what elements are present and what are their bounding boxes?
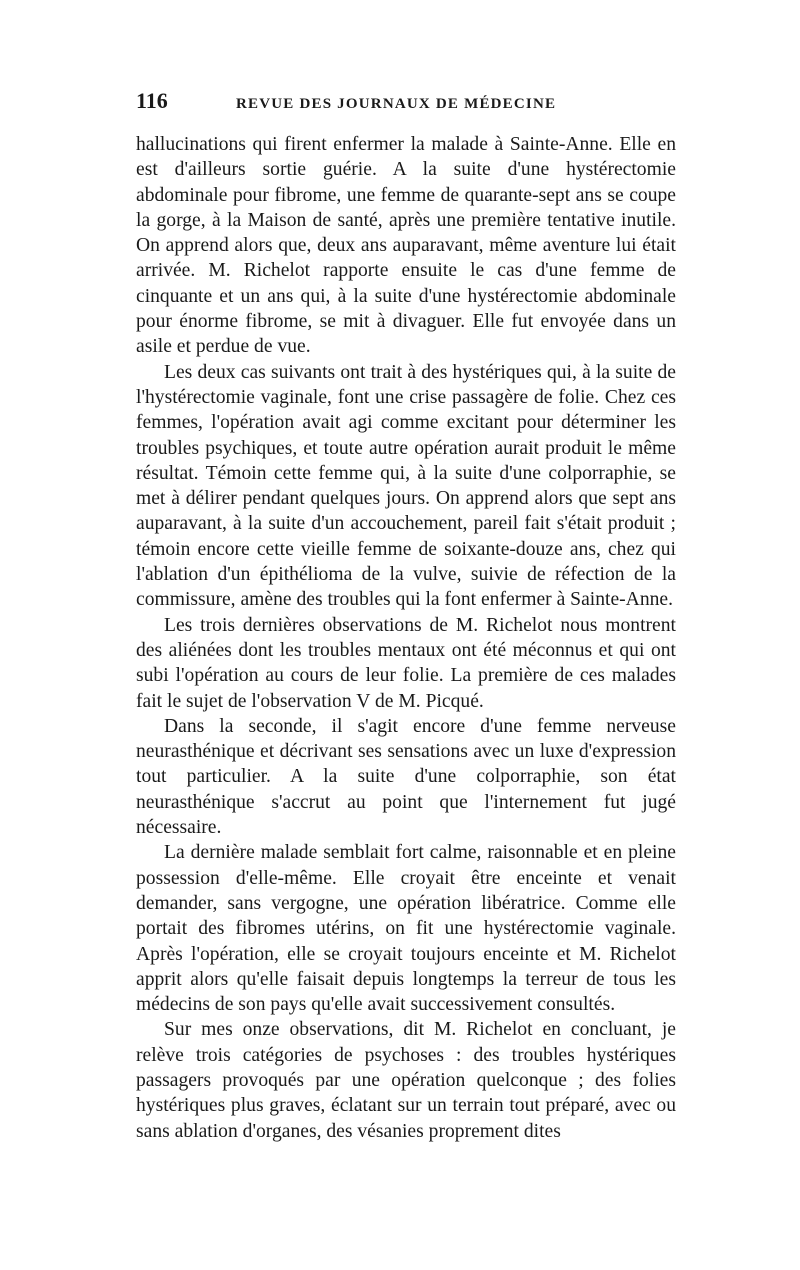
paragraph: La dernière malade semblait fort calme, raisonnable et en pleine possession d'elle-même. Elle croyait être enceinte et venait demander, sans vergogne, une opération libératrice. Comme elle portait des fibromes utérins, on fit une hystérectomie vaginale. Après l'opération, elle se croyait toujours enceinte et M. Richelot apprit alors qu'elle faisait depuis longtemps la terreur de tous les médecins de son pays qu'elle avait successivement consultés. xyxy=(136,842,676,1016)
paragraph: Les trois dernières observations de M. Richelot nous montrent des aliénées dont les troubles mentaux ont été méconnus et qui ont subi l'opération au cours de leur folie. La première de ces malades fait le sujet de l'observation V de M. Picqué. xyxy=(136,614,676,712)
paragraph: hallucinations qui firent enfermer la malade à Sainte-Anne. Elle en est d'ailleurs sortie guérie. A la suite d'une hystérectomie abdominale pour fibrome, une femme de quarante-sept ans se coupe la gorge, à la Maison de santé, après une première tentative inutile. On apprend alors que, deux ans auparavant, même aventure lui était arrivée. M. Richelot rapporte ensuite le cas d'une femme de cinquante et un ans qui, à la suite d'une hystérectomie abdominale pour énorme fibrome, se mit à divaguer. Elle fut envoyée dans un asile et perdue de vue. xyxy=(136,134,676,358)
page-header xyxy=(136,88,676,122)
book-page xyxy=(136,88,676,1144)
paragraph: Sur mes onze observations, dit M. Richelot en concluant, je relève trois catégories de psychoses : des troubles hystériques passagers provoqués par une opération quelconque ; des folies hystériques plus graves, éclatant sur un terrain tout préparé, avec ou sans ablation d'organes, des vésanies proprement dites xyxy=(136,1019,676,1142)
paragraph: Dans la seconde, il s'agit encore d'une femme nerveuse neurasthénique et décrivant ses sensations avec un luxe d'expression tout particulier. A la suite d'une colporraphie, son état neurasthénique s'accrut au point que l'internement fut jugé nécessaire. xyxy=(136,715,676,839)
page-number: 116 xyxy=(136,88,168,113)
body-text xyxy=(136,132,676,1144)
running-head: REVUE DES JOURNAUX DE MÉDECINE xyxy=(236,96,557,112)
paragraph: Les deux cas suivants ont trait à des hystériques qui, à la suite de l'hystérectomie vaginale, font une crise passagère de folie. Chez ces femmes, l'opération avait agi comme excitant pour déterminer les troubles psychiques, et toute autre opération aurait produit le même résultat. Témoin cette femme qui, à la suite d'une colporraphie, se met à délirer pendant quelques jours. On apprend alors que sept ans auparavant, à la suite d'un accouchement, pareil fait s'était produit ; témoin encore cette vieille femme de soixante-douze ans, chez qui l'ablation d'un épithélioma de la vulve, suivie de réfection de la commissure, amène des troubles qui la font enfermer à Sainte-Anne. xyxy=(136,361,676,611)
